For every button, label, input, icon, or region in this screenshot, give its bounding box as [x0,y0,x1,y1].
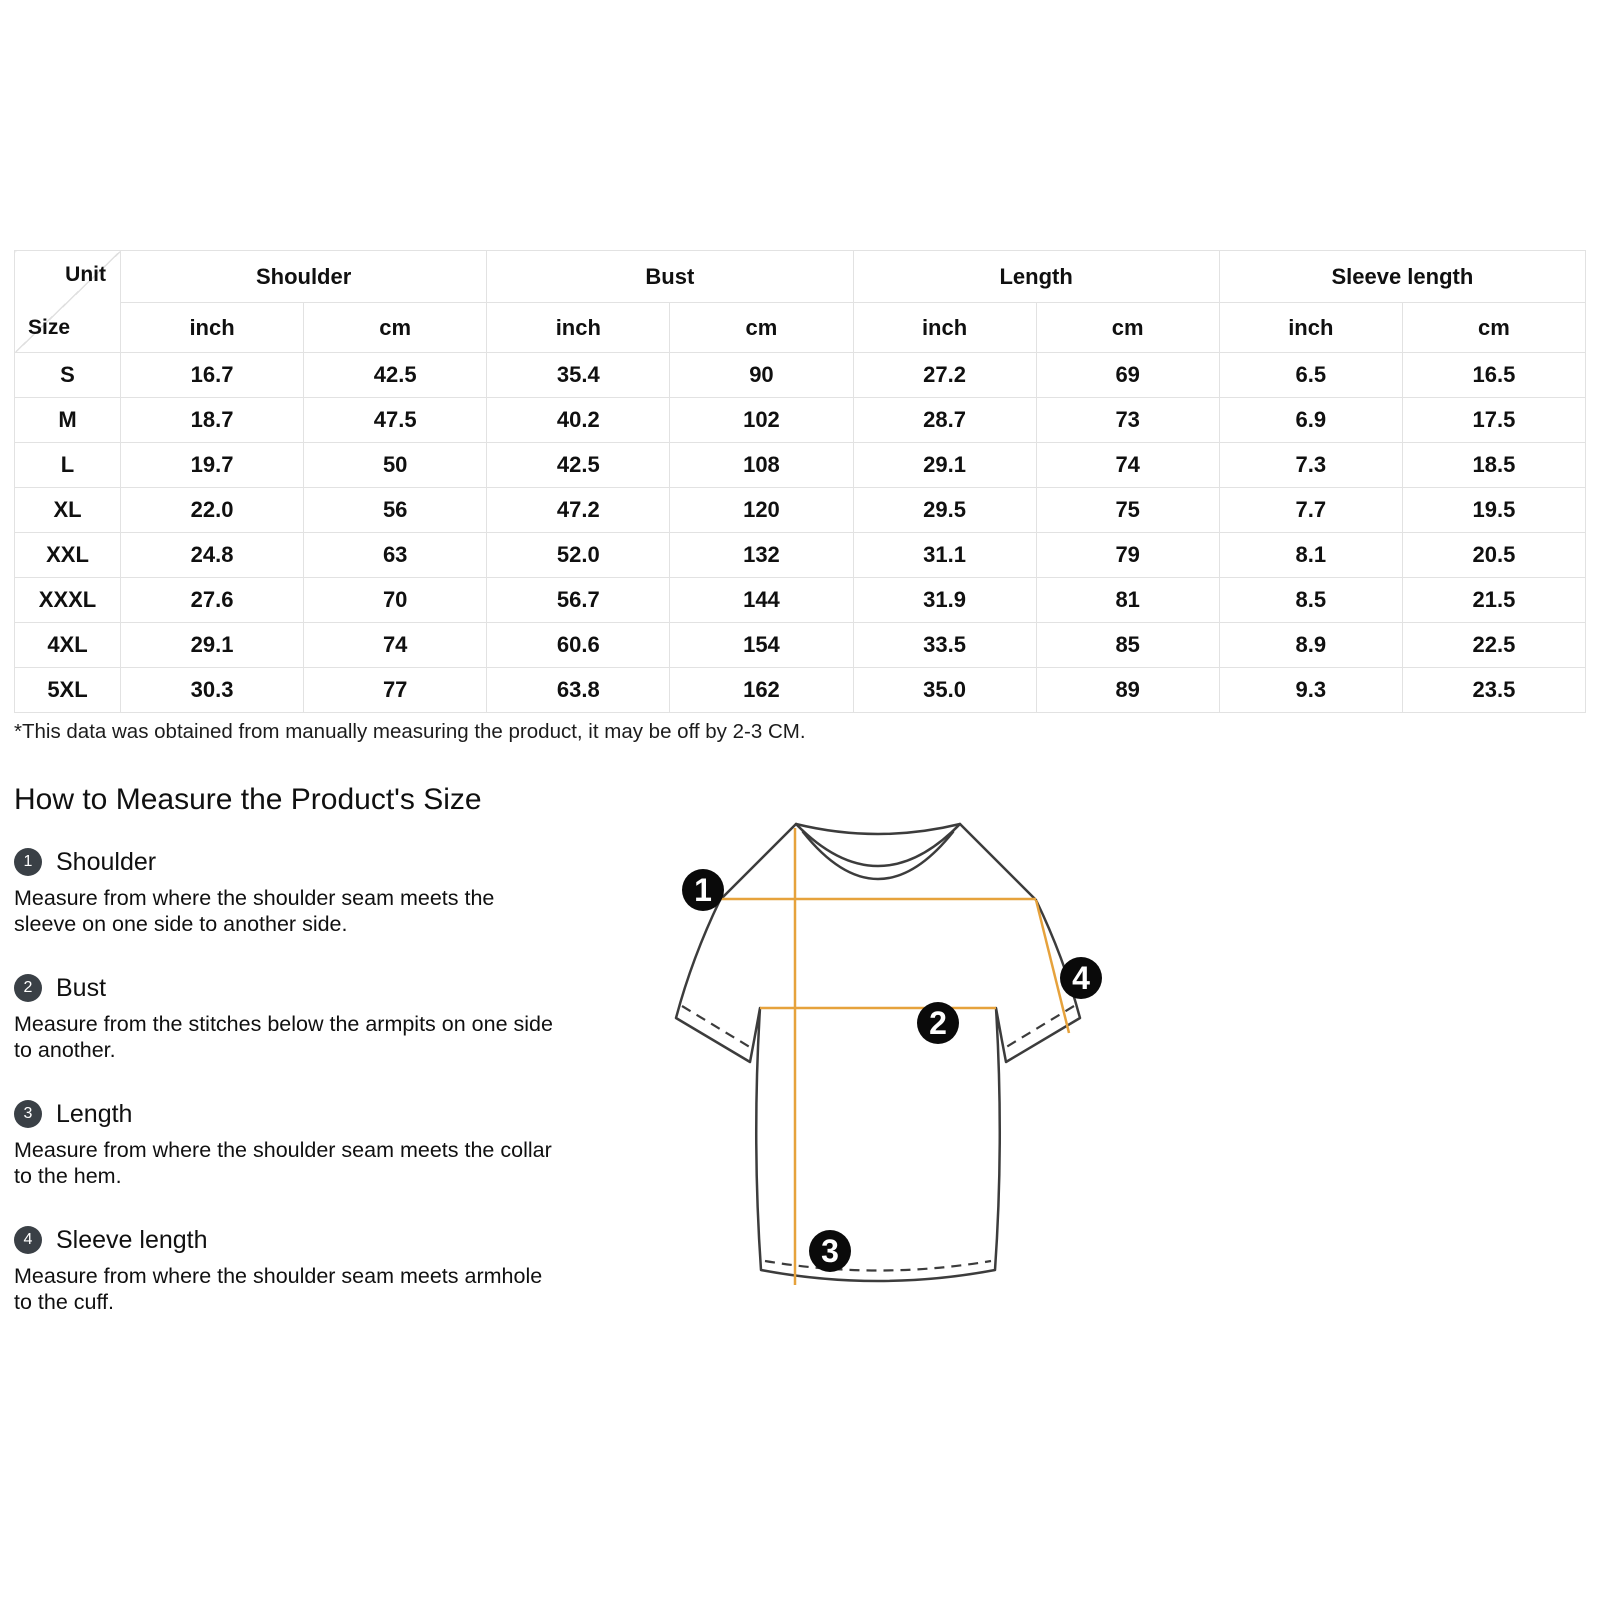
unit-header: inch [853,303,1036,353]
step-number-badge: 2 [14,974,42,1002]
step-number-badge: 4 [14,1226,42,1254]
measurement-cell: 6.9 [1219,398,1402,443]
measurement-cell: 74 [1036,443,1219,488]
measurement-cell: 75 [1036,488,1219,533]
measurement-cell: 132 [670,533,853,578]
measurement-cell: 85 [1036,623,1219,668]
step-header [14,848,562,876]
tshirt-outline [676,824,1080,1281]
measurement-cell: 89 [1036,668,1219,713]
measurement-cell: 6.5 [1219,353,1402,398]
unit-header: inch [121,303,304,353]
measurement-cell: 19.5 [1402,488,1585,533]
measurement-cell: 18.7 [121,398,304,443]
size-row [15,398,1586,443]
step-description: Measure from the stitches below the armpits on one side to another. [14,1012,553,1062]
measurement-cell: 77 [304,668,487,713]
size-row [15,353,1586,398]
measurement-cell: 7.3 [1219,443,1402,488]
measurement-cell: 17.5 [1402,398,1585,443]
size-cell: 4XL [15,623,121,668]
measurement-cell: 20.5 [1402,533,1585,578]
size-cell: M [15,398,121,443]
column-group-header: Shoulder [121,251,487,303]
measurement-cell: 42.5 [487,443,670,488]
step-header [14,1100,562,1128]
measurement-cell: 16.5 [1402,353,1585,398]
measurement-cell: 47.2 [487,488,670,533]
measurement-cell: 22.5 [1402,623,1585,668]
measurement-cell: 69 [1036,353,1219,398]
measurement-cell: 27.6 [121,578,304,623]
measure-step [14,848,562,937]
measurement-cell: 52.0 [487,533,670,578]
measurement-cell: 63.8 [487,668,670,713]
measurement-cell: 8.9 [1219,623,1402,668]
measurement-cell: 28.7 [853,398,1036,443]
size-cell: XXL [15,533,121,578]
step-number-badge: 1 [14,848,42,876]
measurement-cell: 29.5 [853,488,1036,533]
measurement-cell: 8.1 [1219,533,1402,578]
measurement-cell: 154 [670,623,853,668]
step-description: Measure from where the shoulder seam meets the sleeve on one side to another side. [14,886,495,936]
measurement-cell: 162 [670,668,853,713]
unit-size-corner-cell [15,251,121,353]
measurement-cell: 27.2 [853,353,1036,398]
measurement-cell: 30.3 [121,668,304,713]
unit-header: cm [1036,303,1219,353]
measurement-cell: 47.5 [304,398,487,443]
measurement-cell: 60.6 [487,623,670,668]
measurement-cell: 70 [304,578,487,623]
measurement-cell: 16.7 [121,353,304,398]
column-group-header: Bust [487,251,853,303]
size-cell: L [15,443,121,488]
measure-step [14,1226,562,1315]
measurement-cell: 24.8 [121,533,304,578]
measurement-disclaimer: *This data was obtained from manually measuring the product, it may be off by 2-3 CM. [14,720,806,743]
size-cell: XXXL [15,578,121,623]
measurement-cell: 9.3 [1219,668,1402,713]
size-chart-table [14,250,1586,713]
measurement-cell: 56 [304,488,487,533]
column-group-header: Sleeve length [1219,251,1585,303]
measurement-cell: 35.4 [487,353,670,398]
measurement-cell: 29.1 [121,623,304,668]
size-cell: 5XL [15,668,121,713]
size-cell: S [15,353,121,398]
size-cell: XL [15,488,121,533]
measurement-cell: 144 [670,578,853,623]
corner-unit-label: Unit [65,263,106,286]
measurement-cell: 50 [304,443,487,488]
measurement-cell: 31.9 [853,578,1036,623]
size-row [15,443,1586,488]
measurement-cell: 7.7 [1219,488,1402,533]
measurement-cell: 35.0 [853,668,1036,713]
tshirt-measurement-diagram [648,800,1178,1300]
measure-steps [14,848,562,1352]
measure-step [14,974,562,1063]
step-description: Measure from where the shoulder seam meets armhole to the cuff. [14,1264,543,1314]
measurement-cell: 79 [1036,533,1219,578]
measurement-cell: 90 [670,353,853,398]
measurement-cell: 56.7 [487,578,670,623]
measurement-cell: 21.5 [1402,578,1585,623]
unit-header: cm [1402,303,1585,353]
size-row [15,533,1586,578]
corner-size-label: Size [28,316,71,339]
step-header [14,1226,562,1254]
measurement-cell: 19.7 [121,443,304,488]
measurement-cell: 74 [304,623,487,668]
measurement-cell: 73 [1036,398,1219,443]
size-row [15,623,1586,668]
measurement-cell: 102 [670,398,853,443]
step-description: Measure from where the shoulder seam meets the collar to the hem. [14,1138,552,1188]
guide-title: How to Measure the Product's Size [14,783,482,816]
measurement-cell: 22.0 [121,488,304,533]
unit-header: inch [487,303,670,353]
diagram-badge-4-number: 4 [1072,960,1090,996]
size-row [15,488,1586,533]
step-header [14,974,562,1002]
measurement-cell: 23.5 [1402,668,1585,713]
size-row [15,668,1586,713]
diagram-badge-1-number: 1 [694,872,712,908]
unit-header: cm [670,303,853,353]
measurement-cell: 63 [304,533,487,578]
diagram-badge-3-number: 3 [821,1233,839,1269]
measurement-cell: 81 [1036,578,1219,623]
measurement-cell: 31.1 [853,533,1036,578]
column-group-header: Length [853,251,1219,303]
measurement-cell: 42.5 [304,353,487,398]
size-row [15,578,1586,623]
diagram-badge-2-number: 2 [929,1005,947,1041]
unit-header: inch [1219,303,1402,353]
step-label: Bust [56,973,107,1002]
step-label: Sleeve length [56,1225,208,1254]
step-label: Shoulder [56,847,157,876]
step-number-badge: 3 [14,1100,42,1128]
measurement-cell: 108 [670,443,853,488]
measurement-cell: 18.5 [1402,443,1585,488]
measurement-cell: 33.5 [853,623,1036,668]
measurement-cell: 120 [670,488,853,533]
measurement-cell: 8.5 [1219,578,1402,623]
step-label: Length [56,1099,133,1128]
unit-header: cm [304,303,487,353]
measurement-cell: 40.2 [487,398,670,443]
measure-step [14,1100,562,1189]
measurement-cell: 29.1 [853,443,1036,488]
